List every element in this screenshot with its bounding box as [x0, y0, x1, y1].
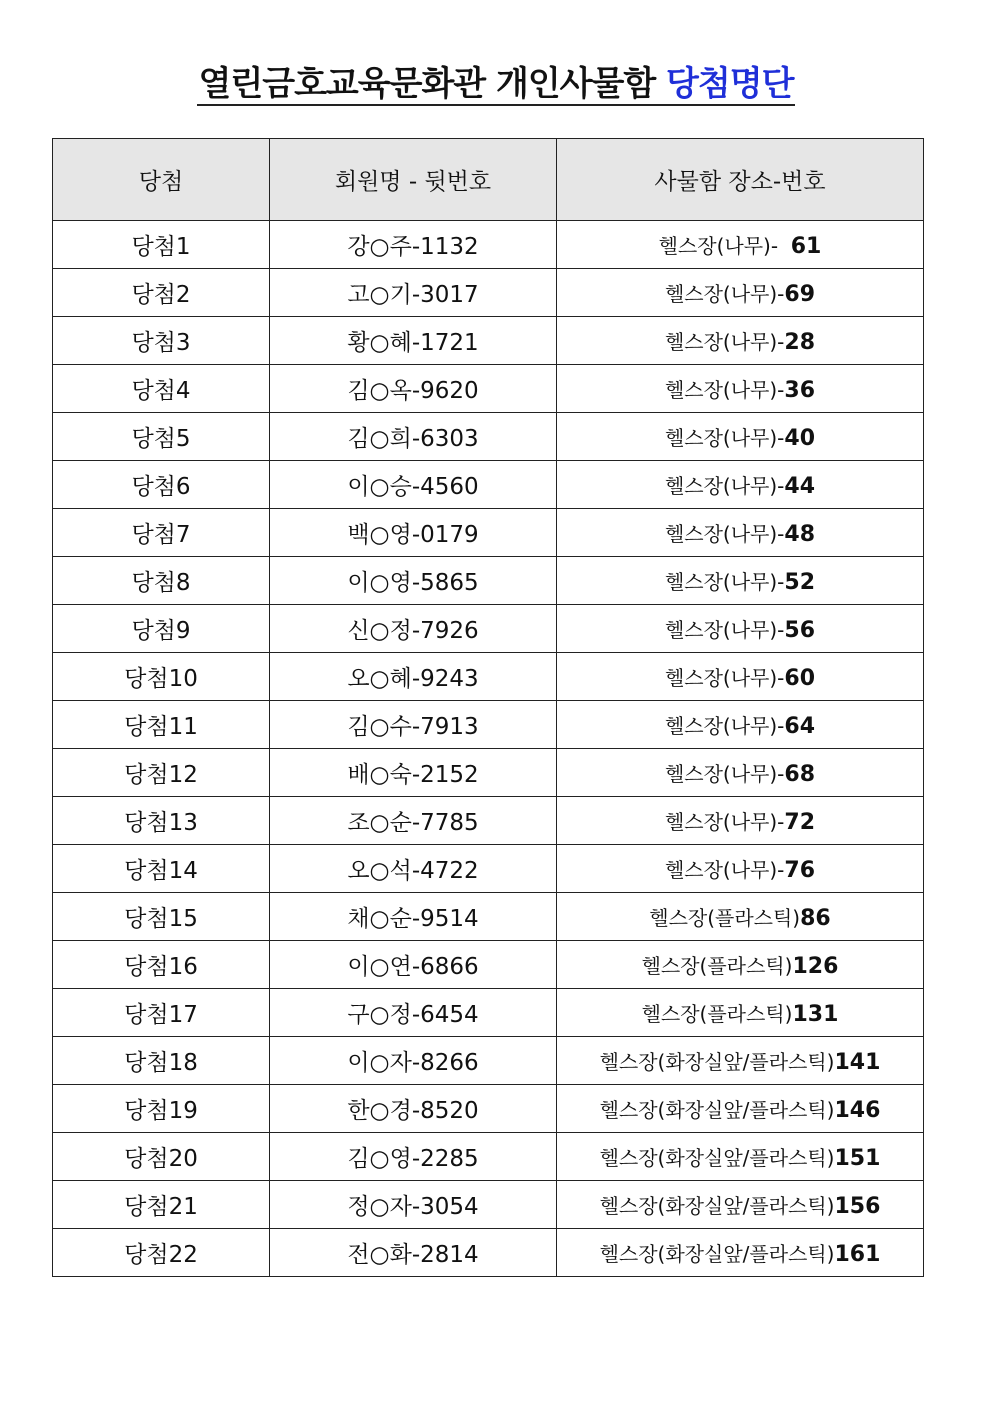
cell-location — [557, 797, 924, 845]
cell-member: 신○정-7926 — [270, 605, 557, 653]
cell-member: 김○수-7913 — [270, 701, 557, 749]
location-text: 헬스장(나무)- — [664, 810, 785, 834]
locker-number: 126 — [792, 954, 839, 979]
cell-location — [557, 1133, 924, 1181]
location-text: 헬스장(플라스틱) — [641, 1002, 793, 1026]
cell-rank: 당첨22 — [53, 1229, 270, 1277]
table-row — [53, 797, 924, 845]
table-row — [53, 557, 924, 605]
locker-number: 76 — [784, 858, 816, 883]
table-header-row — [53, 139, 924, 221]
cell-rank: 당첨8 — [53, 557, 270, 605]
locker-number: 146 — [834, 1098, 881, 1123]
title-main: 열린금호교육문화관 개인사물함 — [198, 64, 656, 104]
header-location: 사물함 장소-번호 — [557, 139, 924, 221]
locker-number: 72 — [784, 810, 816, 835]
location-text: 헬스장(화장실앞/플라스틱) — [599, 1242, 835, 1266]
cell-member: 강○주-1132 — [270, 221, 557, 269]
cell-location — [557, 701, 924, 749]
cell-rank: 당첨3 — [53, 317, 270, 365]
table-row — [53, 1037, 924, 1085]
table-row — [53, 989, 924, 1037]
location-text: 헬스장(나무)- — [664, 378, 785, 402]
table-row — [53, 269, 924, 317]
locker-number: 61 — [790, 234, 822, 259]
cell-member: 조○순-7785 — [270, 797, 557, 845]
locker-number: 151 — [834, 1146, 881, 1171]
cell-location — [557, 1085, 924, 1133]
cell-member: 이○영-5865 — [270, 557, 557, 605]
locker-number: 68 — [784, 762, 816, 787]
table-row — [53, 1133, 924, 1181]
locker-number: 52 — [784, 570, 816, 595]
cell-member: 이○승-4560 — [270, 461, 557, 509]
location-text: 헬스장(나무)- — [664, 714, 785, 738]
cell-member: 황○혜-1721 — [270, 317, 557, 365]
cell-location — [557, 221, 924, 269]
cell-rank: 당첨4 — [53, 365, 270, 413]
locker-number: 56 — [784, 618, 816, 643]
table-body — [53, 221, 924, 1277]
locker-number: 40 — [784, 426, 816, 451]
cell-rank: 당첨9 — [53, 605, 270, 653]
cell-location — [557, 269, 924, 317]
cell-location — [557, 749, 924, 797]
table-row — [53, 365, 924, 413]
cell-rank: 당첨2 — [53, 269, 270, 317]
cell-rank: 당첨19 — [53, 1085, 270, 1133]
cell-location — [557, 893, 924, 941]
cell-rank: 당첨17 — [53, 989, 270, 1037]
cell-member: 고○기-3017 — [270, 269, 557, 317]
cell-location — [557, 941, 924, 989]
location-text: 헬스장(나무)- — [664, 474, 785, 498]
cell-member: 정○자-3054 — [270, 1181, 557, 1229]
locker-number: 69 — [784, 282, 816, 307]
location-text: 헬스장(화장실앞/플라스틱) — [599, 1194, 835, 1218]
cell-location — [557, 413, 924, 461]
cell-location — [557, 557, 924, 605]
cell-member: 이○연-6866 — [270, 941, 557, 989]
cell-location — [557, 365, 924, 413]
cell-rank: 당첨7 — [53, 509, 270, 557]
cell-location — [557, 845, 924, 893]
cell-location — [557, 653, 924, 701]
table-row — [53, 1181, 924, 1229]
table-row — [53, 317, 924, 365]
cell-rank: 당첨14 — [53, 845, 270, 893]
locker-number: 28 — [784, 330, 816, 355]
cell-member: 전○화-2814 — [270, 1229, 557, 1277]
cell-member: 김○영-2285 — [270, 1133, 557, 1181]
cell-rank: 당첨16 — [53, 941, 270, 989]
cell-location — [557, 461, 924, 509]
cell-rank: 당첨12 — [53, 749, 270, 797]
cell-rank: 당첨21 — [53, 1181, 270, 1229]
page-title — [0, 62, 992, 106]
cell-rank: 당첨10 — [53, 653, 270, 701]
cell-member: 채○순-9514 — [270, 893, 557, 941]
table-row — [53, 941, 924, 989]
cell-location — [557, 1229, 924, 1277]
table-row — [53, 1085, 924, 1133]
cell-rank: 당첨15 — [53, 893, 270, 941]
location-text: 헬스장(나무)- — [664, 858, 785, 882]
cell-member: 김○희-6303 — [270, 413, 557, 461]
locker-number: 44 — [784, 474, 816, 499]
table-row — [53, 749, 924, 797]
locker-number: 161 — [834, 1242, 881, 1267]
locker-number: 86 — [800, 906, 831, 931]
location-text: 헬스장(나무)- — [664, 570, 785, 594]
table-row — [53, 893, 924, 941]
cell-rank: 당첨18 — [53, 1037, 270, 1085]
cell-location — [557, 605, 924, 653]
location-text: 헬스장(화장실앞/플라스틱) — [599, 1098, 835, 1122]
locker-number: 156 — [834, 1194, 881, 1219]
cell-rank: 당첨13 — [53, 797, 270, 845]
location-text: 헬스장(나무)- — [664, 426, 785, 450]
table-row — [53, 653, 924, 701]
cell-rank: 당첨5 — [53, 413, 270, 461]
cell-member: 오○석-4722 — [270, 845, 557, 893]
location-text: 헬스장(나무)- — [664, 762, 785, 786]
cell-member: 한○경-8520 — [270, 1085, 557, 1133]
cell-member: 오○혜-9243 — [270, 653, 557, 701]
cell-member: 배○숙-2152 — [270, 749, 557, 797]
cell-member: 이○자-8266 — [270, 1037, 557, 1085]
table-row — [53, 1229, 924, 1277]
table-row — [53, 845, 924, 893]
cell-member: 백○영-0179 — [270, 509, 557, 557]
locker-number: 60 — [784, 666, 816, 691]
table-row — [53, 701, 924, 749]
location-text: 헬스장(나무)- — [664, 282, 785, 306]
cell-rank: 당첨20 — [53, 1133, 270, 1181]
location-text: 헬스장(플라스틱) — [649, 906, 801, 930]
header-member: 회원명 - 뒷번호 — [270, 139, 557, 221]
cell-rank: 당첨11 — [53, 701, 270, 749]
location-text: 헬스장(나무)- — [664, 666, 785, 690]
table-row — [53, 221, 924, 269]
table-row — [53, 461, 924, 509]
title-underline — [197, 64, 796, 106]
locker-number: 36 — [784, 378, 816, 403]
cell-location — [557, 509, 924, 557]
cell-location — [557, 1037, 924, 1085]
cell-location — [557, 989, 924, 1037]
cell-location — [557, 317, 924, 365]
title-accent: 당첨명단 — [666, 64, 794, 104]
locker-number: 131 — [792, 1002, 839, 1027]
location-text: 헬스장(화장실앞/플라스틱) — [599, 1146, 835, 1170]
location-text: 헬스장(나무)- — [664, 330, 785, 354]
cell-member: 김○옥-9620 — [270, 365, 557, 413]
location-text: 헬스장(나무)- — [664, 618, 785, 642]
cell-member: 구○정-6454 — [270, 989, 557, 1037]
locker-number: 141 — [834, 1050, 881, 1075]
location-text: 헬스장(나무)- — [664, 522, 785, 546]
cell-rank: 당첨6 — [53, 461, 270, 509]
cell-rank: 당첨1 — [53, 221, 270, 269]
table-row — [53, 509, 924, 557]
location-text: 헬스장(화장실앞/플라스틱) — [599, 1050, 835, 1074]
locker-number: 64 — [784, 714, 816, 739]
location-text: 헬스장(플라스틱) — [641, 954, 793, 978]
table-row — [53, 413, 924, 461]
location-text: 헬스장(나무)- — [658, 234, 791, 258]
header-rank: 당첨 — [53, 139, 270, 221]
cell-location — [557, 1181, 924, 1229]
winners-table — [52, 138, 924, 1277]
locker-number: 48 — [784, 522, 816, 547]
table-row — [53, 605, 924, 653]
